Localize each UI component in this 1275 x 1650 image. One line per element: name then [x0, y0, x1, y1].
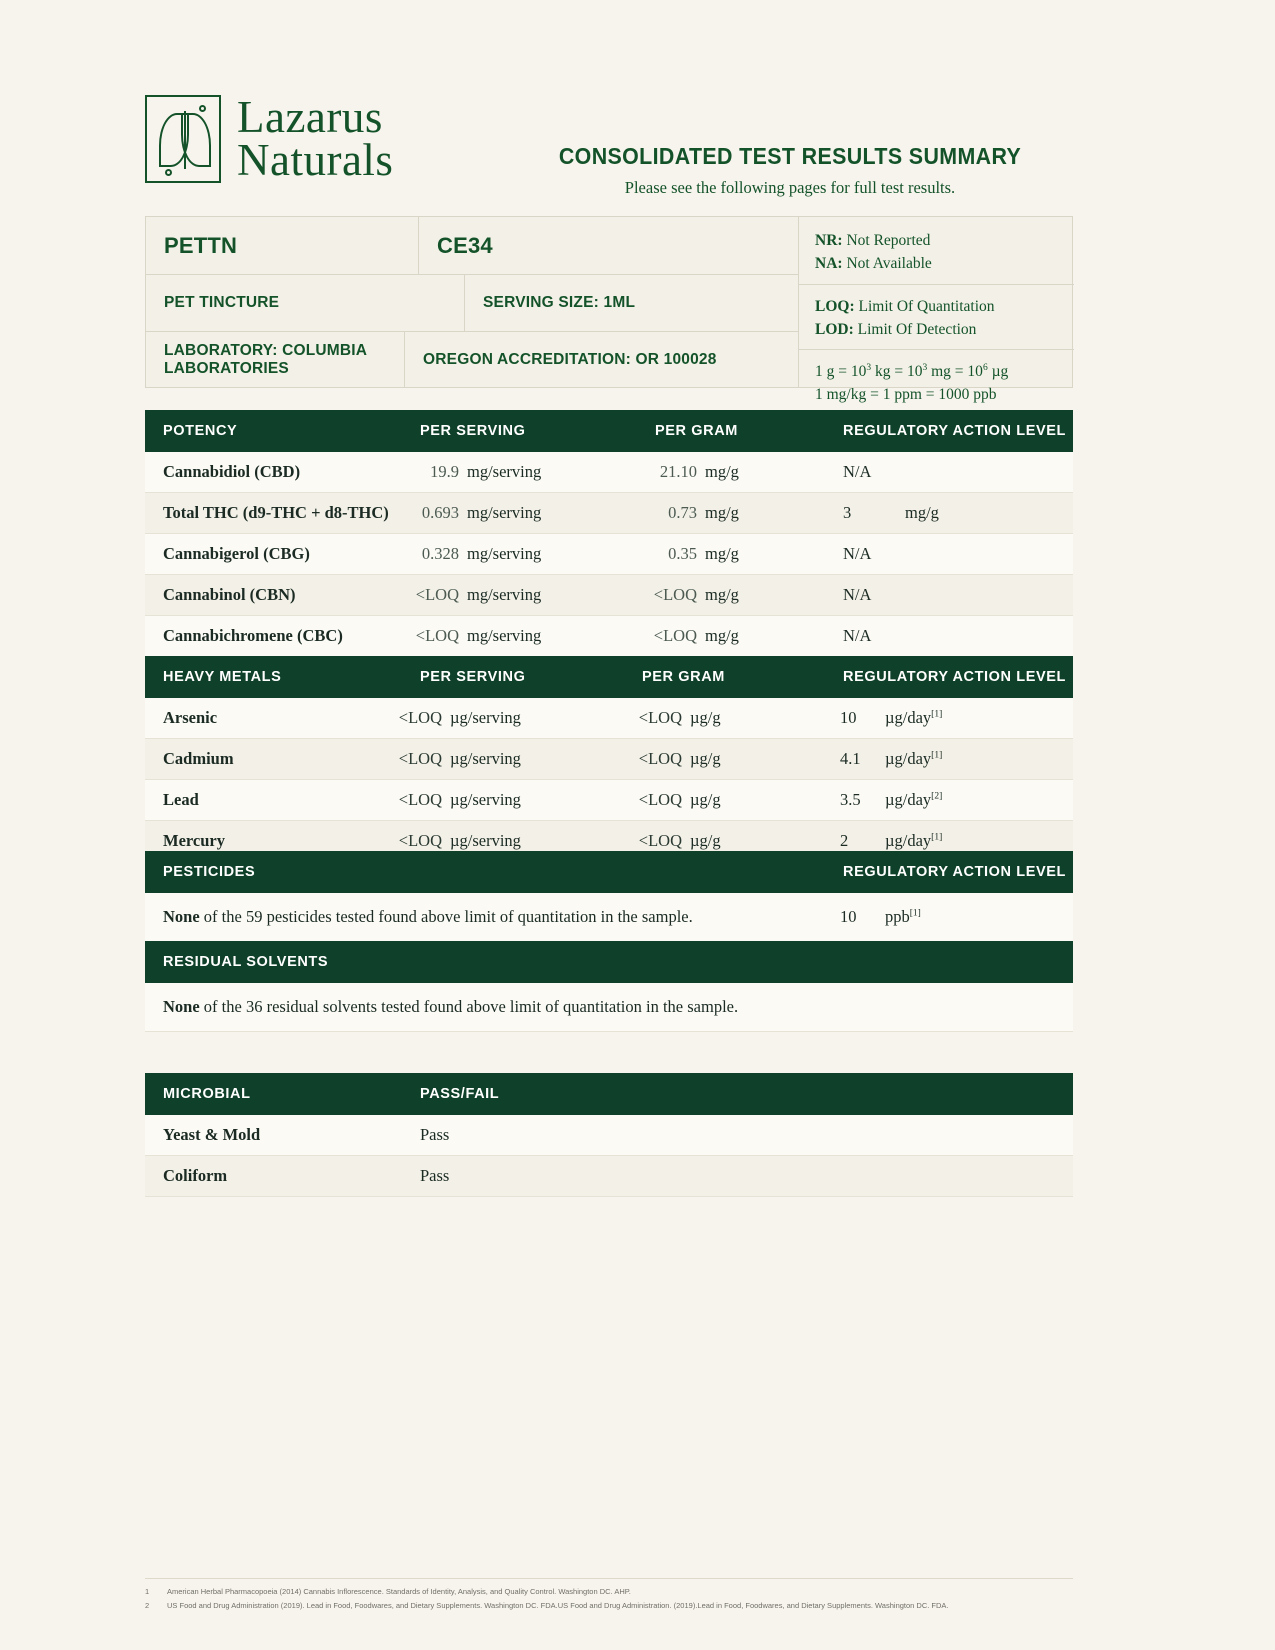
per-gram-value: <LOQ — [653, 626, 697, 645]
table-row — [145, 493, 1073, 534]
per-serving-value: <LOQ — [398, 831, 442, 850]
per-serving-value: 0.328 — [421, 544, 459, 563]
potency-col-per-serving: PER SERVING — [420, 423, 526, 439]
per-serving-unit: mg/serving — [467, 544, 542, 563]
pass-fail-value: Pass — [420, 1166, 450, 1185]
sku-value: PETTN — [164, 232, 238, 258]
per-gram-value: <LOQ — [638, 749, 682, 768]
brand-wordmark — [237, 92, 394, 185]
heavy-metals-header-row — [145, 656, 1073, 698]
per-serving-unit: µg/serving — [450, 831, 521, 850]
action-level-value: N/A — [843, 462, 872, 481]
per-serving-unit: mg/serving — [467, 503, 542, 522]
hm-col-per-gram: PER GRAM — [642, 669, 725, 685]
table-row — [145, 780, 1073, 821]
page-subtitle: Please see the following pages for full test results. — [624, 178, 956, 197]
footnote-item — [145, 1585, 1145, 1599]
legend-conversion-2: 1 mg/kg = 1 ppm = 1000 ppb — [815, 386, 997, 404]
per-serving-unit: µg/serving — [450, 790, 521, 809]
residual-solvents-col-name: RESIDUAL SOLVENTS — [163, 954, 329, 970]
pesticides-note-row — [145, 893, 1073, 942]
action-level-value: 10 — [840, 708, 857, 727]
table-row — [145, 575, 1073, 616]
analyte-name: Arsenic — [163, 708, 218, 727]
potency-col-per-gram: PER GRAM — [655, 423, 738, 439]
action-level-unit: mg/g — [905, 503, 939, 522]
table-row — [145, 739, 1073, 780]
footnotes — [145, 1585, 1145, 1614]
table-row — [145, 1115, 1073, 1156]
legend-na: NA: Not Available — [815, 255, 932, 273]
per-gram-unit: µg/g — [690, 708, 721, 727]
per-gram-unit: µg/g — [690, 790, 721, 809]
legend-lod: LOD: Limit Of Detection — [815, 320, 977, 338]
legend-nr: NR: Not Reported — [815, 232, 931, 249]
potency-header-row — [145, 410, 1073, 452]
per-gram-value: 21.10 — [659, 462, 697, 481]
leaf-logo-icon — [145, 95, 221, 183]
table-row — [145, 616, 1073, 657]
analyte-name: Cannabinol (CBN) — [163, 585, 296, 604]
legend-panel — [798, 217, 1074, 404]
analyte-name: Yeast & Mold — [163, 1125, 261, 1144]
potency-table — [145, 410, 1073, 657]
action-level-value: N/A — [843, 585, 872, 604]
product-type: PET TINCTURE — [164, 294, 280, 311]
pass-fail-value: Pass — [420, 1125, 450, 1144]
footer-divider — [145, 1578, 1073, 1579]
pesticides-col-name: PESTICIDES — [163, 864, 256, 880]
per-gram-unit: µg/g — [690, 831, 721, 850]
brand-line-1: Lazarus — [237, 92, 383, 143]
footnote-text: American Herbal Pharmacopoeia (2014) Cannabis Inflorescence. Standards of Identity, Analysis, and Quality Control. Washington DC. AHP. — [167, 1587, 631, 1596]
analyte-name: Lead — [163, 790, 199, 809]
footnote-item — [145, 1599, 1145, 1613]
analyte-name: Cannabigerol (CBG) — [163, 544, 310, 563]
table-row — [145, 698, 1073, 739]
serving-size: SERVING SIZE: 1ML — [464, 275, 798, 331]
per-serving-value: <LOQ — [398, 708, 442, 727]
per-serving-unit: µg/serving — [450, 708, 521, 727]
hm-col-name: HEAVY METALS — [163, 669, 282, 685]
per-serving-unit: µg/serving — [450, 749, 521, 768]
per-gram-value: <LOQ — [638, 708, 682, 727]
per-serving-value: <LOQ — [415, 626, 459, 645]
accreditation-number: OREGON ACCREDITATION: OR 100028 — [404, 332, 798, 388]
action-level-unit: µg/day[1] — [885, 749, 943, 768]
per-serving-unit: mg/serving — [467, 626, 542, 645]
per-gram-unit: mg/g — [705, 585, 739, 604]
pesticides-action-unit: ppb[1] — [885, 907, 921, 926]
action-level-value: 3 — [843, 503, 852, 522]
per-gram-value: 0.73 — [668, 503, 697, 522]
per-gram-value: <LOQ — [653, 585, 697, 604]
action-level-value: N/A — [843, 626, 872, 645]
potency-col-action: REGULATORY ACTION LEVEL — [843, 423, 1066, 439]
per-serving-value: <LOQ — [415, 585, 459, 604]
residual-solvents-note: None of the 36 residual solvents tested found above limit of quantitation in the sample. — [163, 997, 739, 1016]
per-gram-unit: mg/g — [705, 503, 739, 522]
sample-info-left — [146, 217, 798, 387]
microbial-col-result: PASS/FAIL — [420, 1086, 500, 1102]
document-header — [145, 92, 1075, 205]
pesticides-table — [145, 851, 1073, 942]
brand-logo — [145, 92, 394, 185]
legend-divider-1 — [799, 284, 1074, 285]
action-level-unit: µg/day[2] — [885, 790, 943, 809]
analyte-name: Cannabidiol (CBD) — [163, 462, 301, 481]
title-block — [510, 143, 1070, 198]
per-serving-value: 19.9 — [430, 462, 459, 481]
laboratory-name: LABORATORY: COLUMBIA LABORATORIES — [164, 342, 367, 377]
action-level-unit: µg/day[1] — [885, 831, 943, 850]
footnote-text: US Food and Drug Administration (2019). Lead in Food, Foodwares, and Dietary Supplements. Washington DC. FDA.US Food and Drug Administration. (2019).Lead in Food, Foodwares, and Dietary Supplements. Washington DC. FDA. — [167, 1601, 949, 1611]
footnote-number: 2 — [145, 1601, 150, 1611]
analyte-name: Mercury — [163, 831, 225, 850]
analyte-name: Total THC (d9-THC + d8-THC) — [163, 503, 389, 522]
per-serving-value: <LOQ — [398, 790, 442, 809]
pesticides-header-row — [145, 851, 1073, 893]
potency-col-name: POTENCY — [163, 423, 238, 439]
per-gram-value: 0.35 — [668, 544, 697, 563]
legend-loq: LOQ: Limit Of Quantitation — [815, 297, 995, 315]
microbial-table — [145, 1073, 1073, 1197]
analyte-name: Cannabichromene (CBC) — [163, 626, 343, 645]
pesticides-action-value: 10 — [840, 907, 857, 926]
footnote-number: 1 — [145, 1587, 150, 1596]
table-row — [145, 534, 1073, 575]
residual-solvents-note-row — [145, 983, 1073, 1032]
per-gram-unit: mg/g — [705, 462, 739, 481]
action-level-value: 4.1 — [840, 749, 861, 768]
per-gram-value: <LOQ — [638, 790, 682, 809]
hm-col-action: REGULATORY ACTION LEVEL — [843, 669, 1066, 685]
legend-conversion-1: 1 $g = 10^3$ kg = $10^3$ mg = $10^6$ µg — [815, 362, 1009, 380]
action-level-unit: µg/day[1] — [885, 708, 943, 727]
page-title: CONSOLIDATED TEST RESULTS SUMMARY — [558, 143, 1022, 169]
action-level-value: N/A — [843, 544, 872, 563]
per-gram-unit: mg/g — [705, 544, 739, 563]
residual-solvents-header-row — [145, 941, 1073, 983]
per-serving-value: 0.693 — [421, 503, 459, 522]
per-gram-unit: mg/g — [705, 626, 739, 645]
per-serving-value: <LOQ — [398, 749, 442, 768]
brand-line-2: Naturals — [237, 135, 394, 185]
per-serving-unit: mg/serving — [467, 462, 542, 481]
table-row — [145, 452, 1073, 493]
hm-col-per-serving: PER SERVING — [420, 669, 526, 685]
analyte-name: Cadmium — [163, 749, 234, 768]
legend-divider-2 — [799, 349, 1074, 350]
residual-solvents-table — [145, 941, 1073, 1032]
pesticides-col-action: REGULATORY ACTION LEVEL — [843, 864, 1066, 880]
per-serving-unit: mg/serving — [467, 585, 542, 604]
microbial-header-row — [145, 1073, 1073, 1115]
action-level-value: 2 — [840, 831, 849, 850]
table-row — [145, 1156, 1073, 1197]
batch-value: CE34 — [418, 217, 798, 274]
action-level-value: 3.5 — [840, 790, 861, 809]
per-gram-unit: µg/g — [690, 749, 721, 768]
pesticides-note: None of the 59 pesticides tested found above limit of quantitation in the sample. — [163, 907, 693, 926]
analyte-name: Coliform — [163, 1166, 228, 1185]
sample-info-panel — [145, 216, 1073, 404]
per-gram-value: <LOQ — [638, 831, 682, 850]
microbial-col-name: MICROBIAL — [163, 1086, 251, 1102]
heavy-metals-table — [145, 656, 1073, 862]
